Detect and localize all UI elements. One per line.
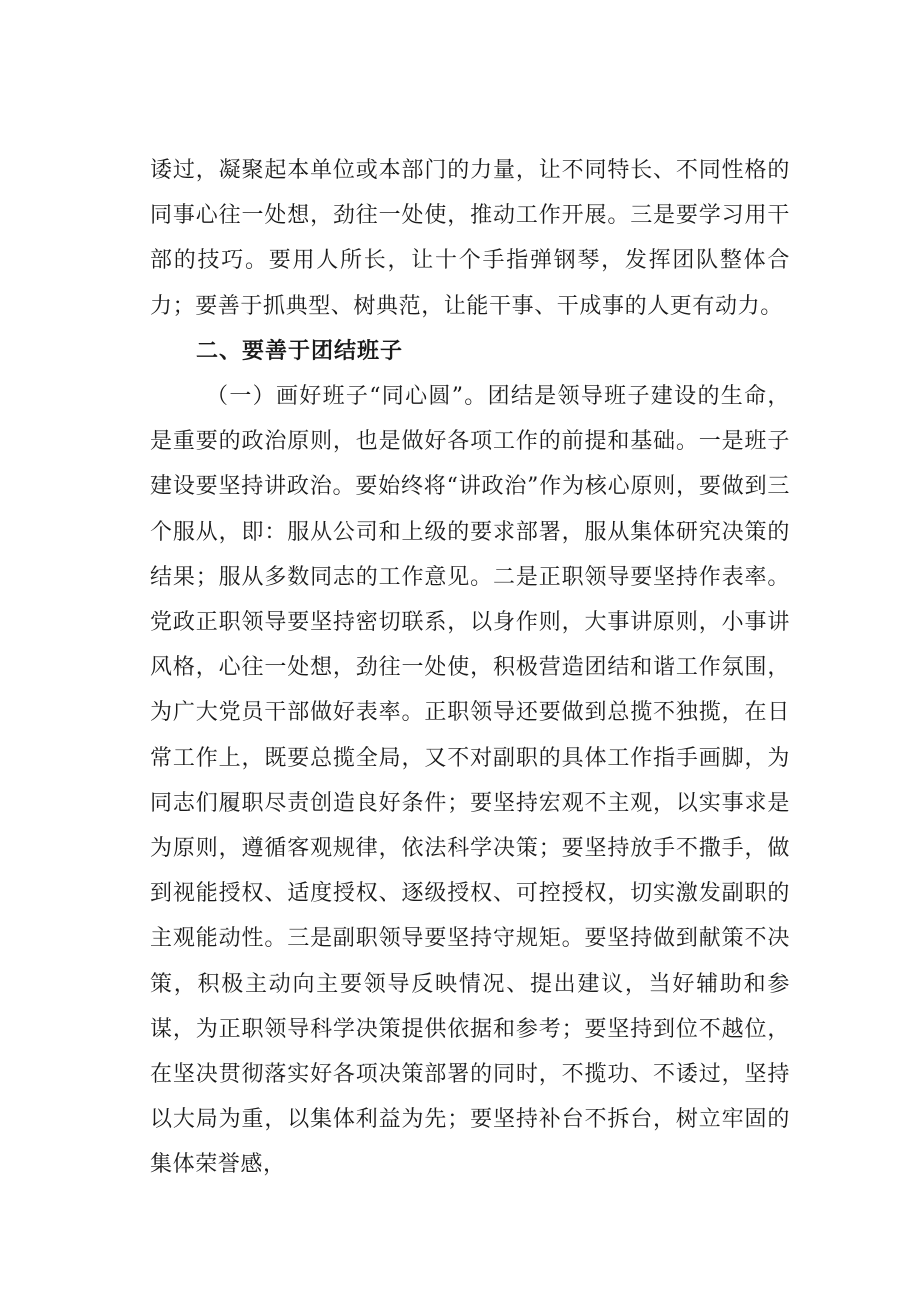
paragraph-continuation: 诿过，凝聚起本单位或本部门的力量，让不同特长、不同性格的同事心往一处想，劲往一处使，推动工作开展。三是要学习用干部的技巧。要用人所长，让十个手指弹钢琴，发挥团队整体合力；要善于抓典型、树典范，让能干事、干成事的人更有动力。 [150,158,790,319]
document-body [150,148,790,1188]
section-heading: 二、要善于团结班子 [196,338,404,364]
paragraph-main: （一）画好班子“同心圆”。团结是领导班子建设的生命，是重要的政治原则，也是做好各项工作的前提和基础。一是班子建设要坚持讲政治。要始终将“讲政治”作为核心原则，要做到三个服从，即：服从公司和上级的要求部署，服从集体研究决策的结果；服从多数同志的工作意见。二是正职领导要坚持作表率。党政正职领导要坚持密切联系，以身作则，大事讲原则，小事讲风格，心往一处想，劲往一处使，积极营造团结和谐工作氛围，为广大党员干部做好表率。正职领导还要做到总揽不独揽，在日常工作上，既要总揽全局，又不对副职的具体工作指手画脚，为同志们履职尽责创造良好条件；要坚持宏观不主观，以实事求是为原则，遵循客观规律，依法科学决策；要坚持放手不撒手，做到视能授权、适度授权、逐级授权、可控授权，切实激发副职的主观能动性。三是副职领导要坚持守规矩。要坚持做到献策不决策，积极主动向主要领导反映情况、提出建议，当好辅助和参谋，为正职领导科学决策提供依据和参考；要坚持到位不越位，在坚决贯彻落实好各项决策部署的同时，不揽功、不诿过，坚持以大局为重，以集体利益为先；要坚持补台不拆台，树立牢固的集体荣誉感， [150,384,790,1178]
